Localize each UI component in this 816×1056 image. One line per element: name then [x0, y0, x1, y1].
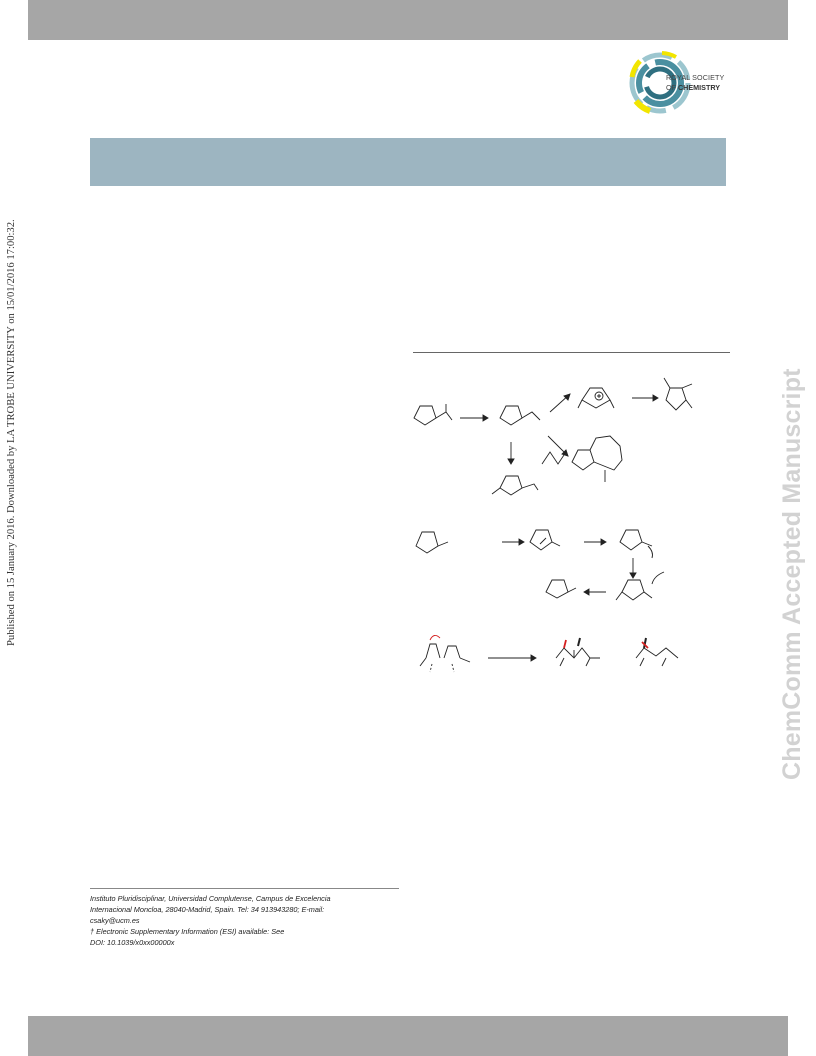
- scheme-top-rule: [413, 352, 730, 353]
- watermark: ChemComm Accepted Manuscript: [778, 368, 806, 780]
- affiliation-line-2: Internacional Moncloa, 28040-Madrid, Spain. Tel: 34 913943280; E-mail:: [90, 905, 325, 914]
- cation-intermediate: [578, 388, 614, 408]
- reaction-scheme: [400, 360, 760, 690]
- title-band: [90, 138, 726, 186]
- esi-note: † Electronic Supplementary Information (ESI) available: See: [90, 927, 285, 936]
- molecule-2: [500, 406, 540, 425]
- molecule-8: [420, 644, 470, 672]
- affiliation-line-1: Instituto Pluridisciplinar, Universidad Complutense, Campus de Excelencia: [90, 894, 331, 903]
- molecule-7: [546, 580, 576, 598]
- molecule-5: [620, 530, 653, 558]
- logo-line-2: OF CHEMISTRY: [666, 83, 721, 92]
- molecule-diene-product: [492, 476, 538, 495]
- doi: DOI: 10.1039/x0xx00000x: [90, 938, 175, 947]
- molecule-3: [416, 532, 448, 553]
- footnotes: [90, 893, 402, 948]
- bottom-bar: [28, 1016, 788, 1056]
- footnote-rule: [90, 888, 399, 889]
- affiliation-line-3: csaky@ucm.es: [90, 916, 140, 925]
- bicyclic-product: [572, 436, 622, 482]
- molecule-1: [414, 404, 452, 425]
- product-9: [556, 638, 600, 666]
- molecule-6: [616, 572, 664, 600]
- top-bar: [28, 0, 788, 40]
- publication-note: Published on 15 January 2016. Downloaded by LA TROBE UNIVERSITY on 15/01/2016 17:00:32.: [6, 219, 17, 646]
- product-cyclopentene: [664, 378, 692, 410]
- molecule-4: [530, 530, 560, 550]
- logo-line-1: ROYAL SOCIETY: [666, 73, 725, 82]
